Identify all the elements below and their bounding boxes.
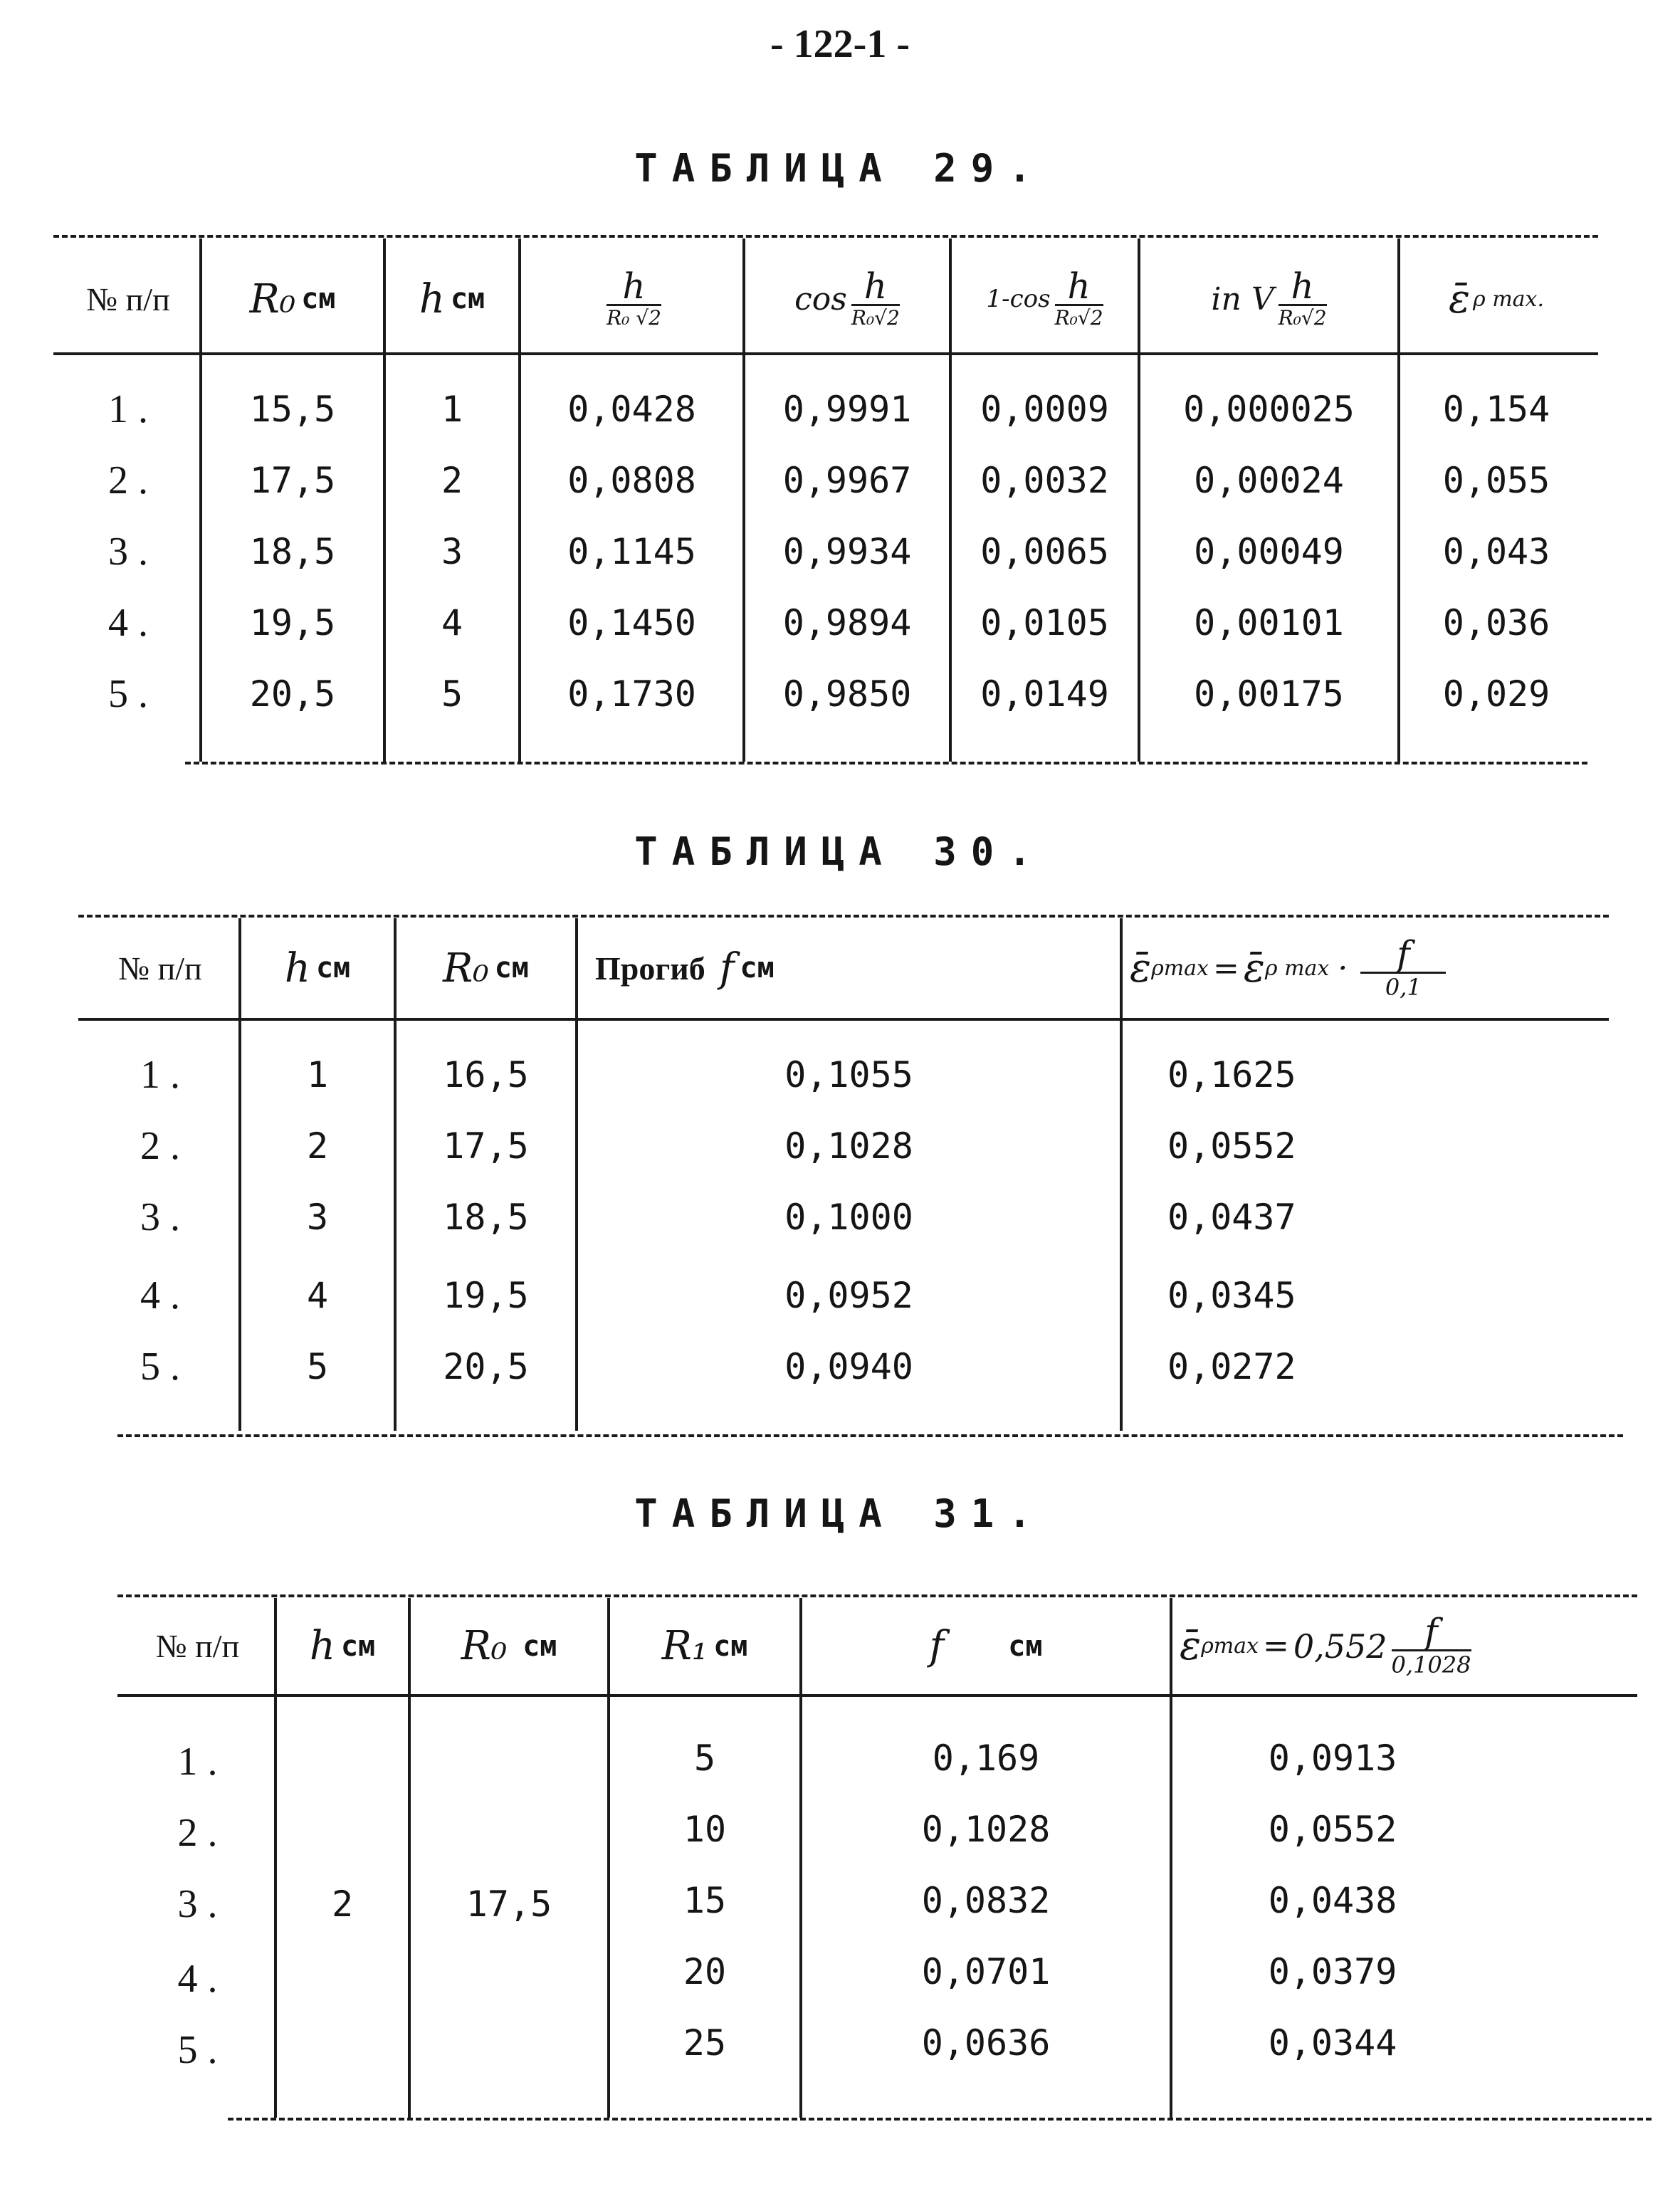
table-29-cell: 15,5 [249,389,336,430]
table-30-cell: 19,5 [443,1275,529,1316]
table-31-title: ТАБЛИЦА 31. [634,1491,1046,1536]
table-29-cell: 20,5 [249,673,336,715]
table-31-header-eps: ε̄ ρmax = 0,552 $\frac{f}{0,1028}$ [1180,1611,1471,1679]
table-31-row-number: 3 . [177,1882,218,1926]
table-31-r0-value: 17,5 [466,1883,552,1925]
page-number: - 122-1 - [770,22,910,66]
table-29-cell: 0,154 [1442,389,1550,430]
table-31-cell-r1: 15 [683,1880,727,1921]
table-29-cell: 0,9967 [782,460,912,501]
table-29-header-rule [53,352,1598,355]
table-30-cell: 5 [306,1346,329,1387]
table-31-header-r0: R₀ см [461,1623,557,1669]
table-29-row-number: 4 . [108,601,148,645]
table-29-cell: 2 [441,460,463,501]
table-30-cell: 1 [306,1054,329,1095]
table-29-bottom-rule [185,762,1587,764]
table-30-row-number: 3 . [140,1195,180,1239]
table-31-bottom-rule [228,2118,1652,2121]
table-29-header-inv: in V $\frac{h}{\text{R₀√2}}$ [1211,266,1327,330]
table-31-cell-f: 0,169 [932,1738,1040,1779]
table-29-cell: 0,1450 [567,602,696,643]
table-29-cell: 0,9934 [782,531,912,572]
table-29-cell: 0,000025 [1183,389,1355,430]
table-31-cell-eps: 0,0438 [1268,1880,1397,1921]
table-29-header-no: № п/п [86,280,170,317]
table-30-cell: 0,1625 [1167,1054,1296,1095]
table-30-cell: 0,1028 [784,1125,913,1167]
table-31-cell-r1: 5 [693,1738,716,1779]
table-31-cell-f: 0,0832 [921,1880,1051,1921]
table-29-row-number: 1 . [108,387,148,431]
table-31-cell-r1: 20 [683,1951,727,1992]
table-30-cell: 0,0952 [784,1275,913,1316]
table-30-bottom-rule [117,1434,1623,1437]
table-29-cell: 5 [441,673,463,715]
table-29-cell: 3 [441,531,463,572]
table-29-top-rule [53,235,1598,238]
table-30-header-rule [78,1018,1609,1021]
table-30-cell: 4 [306,1275,329,1316]
table-30-title: ТАБЛИЦА 30. [634,829,1046,874]
table-29-cell: 0,0032 [980,460,1109,501]
table-30-cell: 0,0940 [784,1346,913,1387]
table-31-row-number: 1 . [177,1740,218,1784]
table-29-title: ТАБЛИЦА 29. [634,146,1046,191]
table-31-header-r1: R₁ см [661,1623,748,1669]
table-31-row-number: 2 . [177,1811,218,1855]
table-30-header-h: h см [284,945,351,992]
table-29-cell: 0,9850 [782,673,912,715]
table-29-cell: 17,5 [249,460,336,501]
table-30-cell: 0,0552 [1167,1125,1296,1167]
table-29-cell: 0,0065 [980,531,1109,572]
table-31-cell-eps: 0,0379 [1268,1951,1397,1992]
table-29-cell: 0,0149 [980,673,1109,715]
table-30-cell: 20,5 [443,1346,529,1387]
table-30-top-rule [78,915,1609,918]
table-29-header-eps: ε̄ ρ max. [1448,275,1545,322]
table-29-cell: 0,055 [1442,460,1550,501]
table-31-cell-f: 0,1028 [921,1809,1051,1850]
table-29-cell: 0,0808 [567,460,696,501]
table-29-header-one-minus-cos: 1-cos $\frac{h}{\text{R₀√2}}$ [986,266,1103,330]
table-29-cell: 18,5 [249,531,336,572]
table-29-header-h: h см [419,275,485,322]
table-29-cell: 0,00101 [1194,602,1344,643]
table-30-cell: 17,5 [443,1125,529,1167]
table-31-cell-eps: 0,0552 [1268,1809,1397,1850]
table-31-header-rule [117,1694,1637,1697]
table-31-row-number: 5 . [177,2028,218,2072]
table-30-cell: 0,0345 [1167,1275,1296,1316]
table-30-cell: 0,0437 [1167,1197,1296,1238]
table-31-cell-f: 0,0636 [921,2022,1051,2064]
table-31-top-rule [117,1594,1637,1597]
table-29-cell: 0,036 [1442,602,1550,643]
table-30-header-eps: ε̄ ρmax = ε̄ ρ max · $\frac{f}{0,1}$ [1123,918,1628,1018]
table-29-cell: 0,029 [1442,673,1550,715]
table-31-cell-f: 0,0701 [921,1951,1051,1992]
table-29-cell: 0,00175 [1194,673,1344,715]
table-30-cell: 0,1055 [784,1054,913,1095]
table-31-cell-eps: 0,0913 [1268,1738,1397,1779]
table-30-cell: 2 [306,1125,329,1167]
table-29-cell: 0,00024 [1194,460,1344,501]
table-29-cell: 0,0009 [980,389,1109,430]
table-31-row-number: 4 . [177,1957,218,2001]
table-30-cell: 3 [306,1197,329,1238]
table-29-cell: 0,9991 [782,389,912,430]
table-29-cell: 0,9894 [782,602,912,643]
table-30-row-number: 1 . [140,1053,180,1097]
table-31-cell-r1: 25 [683,2022,727,2064]
table-30-row-number: 5 . [140,1345,180,1389]
table-30-row-number: 2 . [140,1124,180,1168]
table-29-cell: 0,1145 [567,531,696,572]
table-29-row-number: 3 . [108,530,148,574]
table-29-cell: 1 [441,389,463,430]
table-29-cell: 0,043 [1442,531,1550,572]
table-30-cell: 0,1000 [784,1197,913,1238]
table-31-header-no: № п/п [155,1628,240,1664]
table-31-header-f: f см [929,1623,1043,1669]
table-31-h-value: 2 [331,1883,354,1925]
table-30-header-deflection: Прогиб f см [595,945,775,992]
table-29-cell: 4 [441,602,463,643]
table-30-cell: 18,5 [443,1197,529,1238]
table-30-cell: 16,5 [443,1054,529,1095]
table-30-header-no: № п/п [118,950,202,987]
table-30-row-number: 4 . [140,1273,180,1318]
table-29-header-cos: cos $\frac{h}{\text{R₀√2}}$ [794,266,900,330]
table-29-cell: 19,5 [249,602,336,643]
table-31-cell-eps: 0,0344 [1268,2022,1397,2064]
table-30-header-r0: R₀ см [443,945,529,992]
table-29-cell: 0,1730 [567,673,696,715]
table-29-cell: 0,0105 [980,602,1109,643]
table-29-cell: 0,0428 [567,389,696,430]
table-29-header-r0: R₀ см [249,275,336,322]
table-29-cell: 0,00049 [1194,531,1344,572]
table-29-header-ratio: $\frac{h}{\text{R₀ √2}}$ [607,266,661,330]
table-29-row-number: 5 . [108,672,148,716]
table-31-cell-r1: 10 [683,1809,727,1850]
table-31-header-h: h см [309,1623,376,1669]
table-30-cell: 0,0272 [1167,1346,1296,1387]
table-29-row-number: 2 . [108,458,148,503]
